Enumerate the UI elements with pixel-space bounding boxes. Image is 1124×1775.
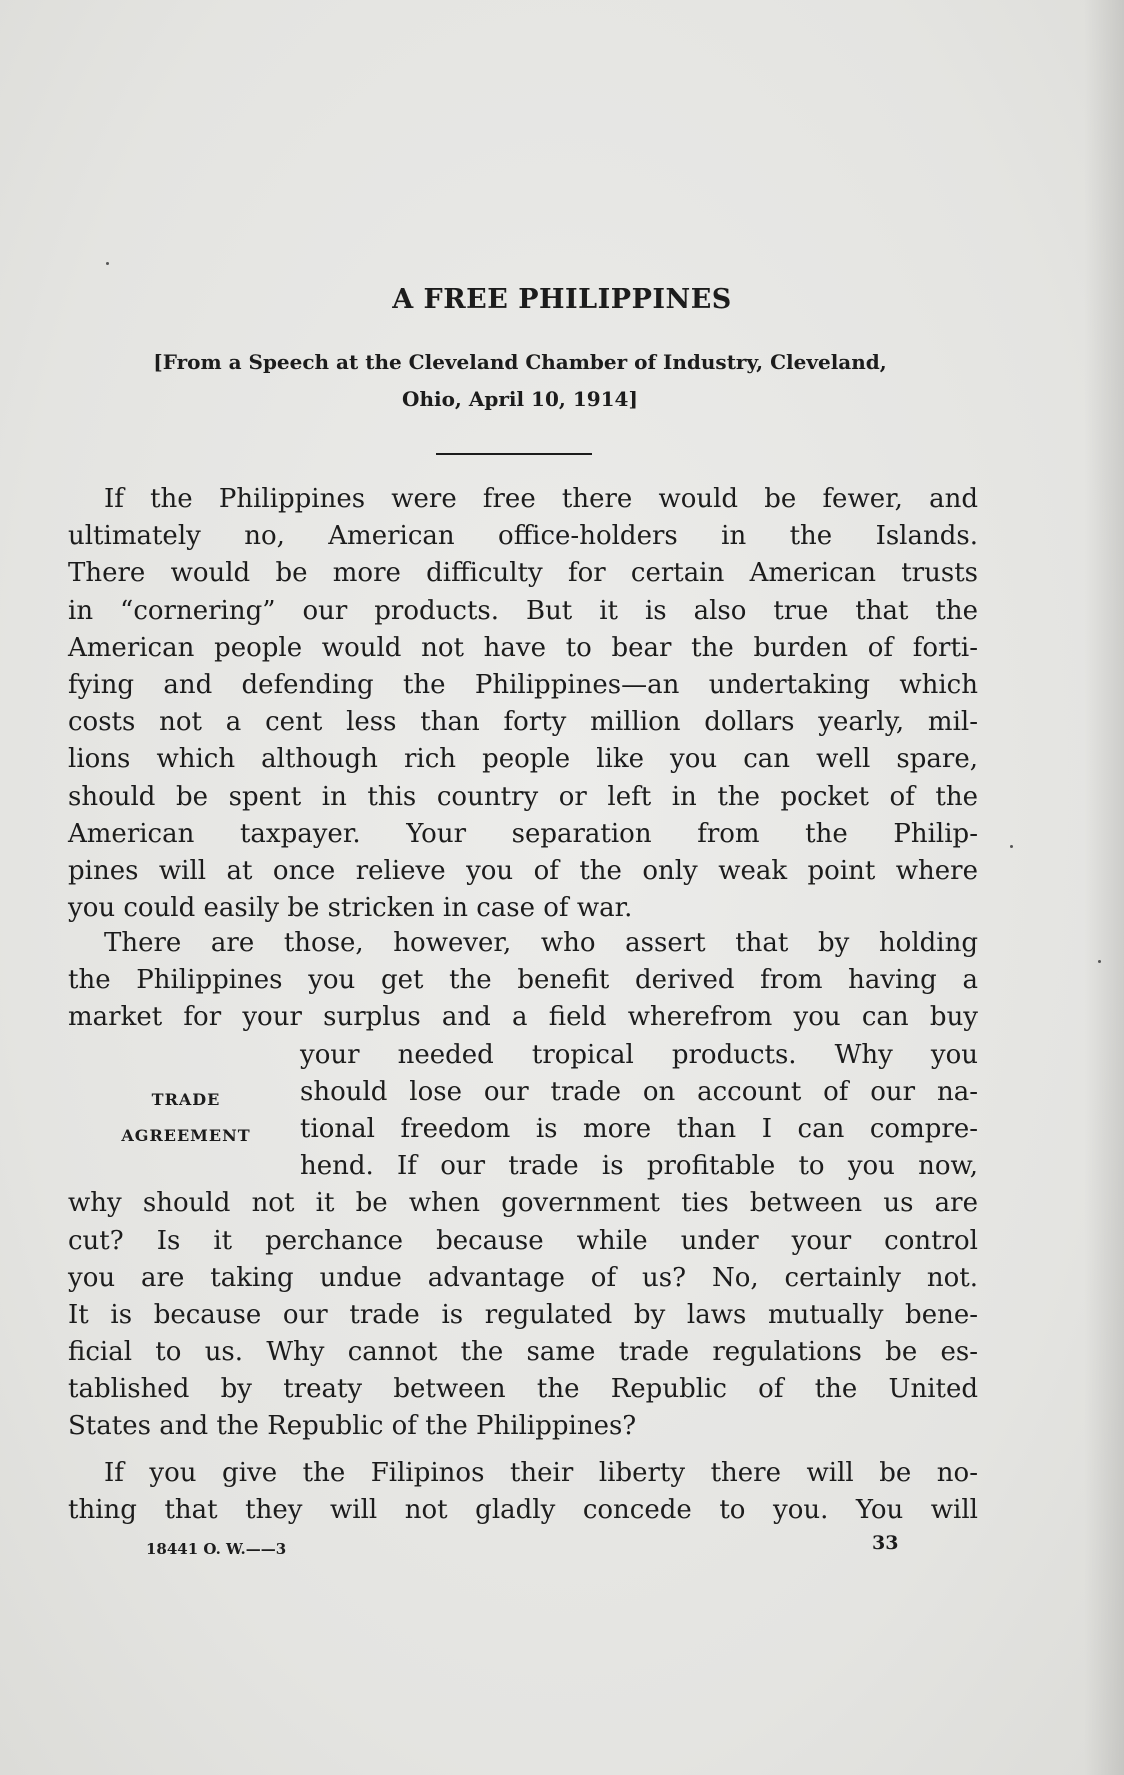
subtitle (60, 344, 980, 418)
text-line: ultimately no, American office-holders in the Islands. (68, 521, 978, 552)
text-line: market for your surplus and a field wherefrom you can buy (68, 1002, 978, 1033)
title-divider (436, 453, 592, 455)
text-line: American taxpayer. Your separation from the Philip- (68, 818, 978, 849)
margin-note (100, 1082, 272, 1154)
text-line: American people would not have to bear the burden of forti- (68, 632, 978, 663)
text-line: why should not it be when government ties between us are (68, 1188, 978, 1219)
text-line: fying and defending the Philippines—an undertaking which (68, 669, 978, 700)
text-line: you are taking undue advantage of us? No, certainly not. (68, 1262, 978, 1293)
margin-note-line-2: AGREEMENT (121, 1126, 251, 1145)
text-line: lions which although rich people like you can well spare, (68, 744, 978, 775)
text-line: in “cornering” our products. But it is also true that the (68, 595, 978, 626)
text-line: tablished by treaty between the Republic of the United (68, 1374, 978, 1405)
text-line: ficial to us. Why cannot the same trade regulations be es- (68, 1337, 978, 1368)
text-line: States and the Republic of the Philippines? (68, 1411, 637, 1442)
text-line: hend. If our trade is profitable to you now, (300, 1151, 978, 1182)
text-line: you could easily be stricken in case of war. (68, 893, 633, 924)
text-line: If the Philippines were free there would be fewer, and (104, 484, 978, 514)
subtitle-line-2: Ohio, April 10, 1914] (402, 387, 638, 411)
text-line: There would be more difficulty for certain American trusts (68, 558, 978, 589)
text-line: There are those, however, who assert that by holding (104, 928, 978, 958)
print-code: 18441 O. W.——3 (146, 1540, 287, 1558)
paragraph-3 (68, 1455, 978, 1529)
paragraph-2 (68, 925, 978, 1446)
subtitle-line-1: [From a Speech at the Cleveland Chamber of Industry, Cleveland, (153, 350, 887, 374)
page-number: 33 (872, 1532, 899, 1554)
text-line: costs not a cent less than forty million dollars yearly, mil- (68, 707, 978, 738)
print-speck (1098, 960, 1101, 963)
margin-note-line-1: TRADE (151, 1090, 221, 1109)
print-speck (1010, 845, 1013, 848)
text-line: It is because our trade is regulated by laws mutually bene- (68, 1299, 978, 1330)
text-line: cut? Is it perchance because while under your control (68, 1225, 978, 1256)
print-speck (106, 262, 109, 265)
text-line: tional freedom is more than I can compre- (300, 1113, 978, 1144)
text-line: the Philippines you get the benefit derived from having a (68, 965, 978, 996)
paragraph-1 (68, 481, 978, 927)
text-line: pines will at once relieve you of the only weak point where (68, 855, 978, 886)
text-line: thing that they will not gladly concede to you. You will (68, 1495, 978, 1526)
page-title: A FREE PHILIPPINES (392, 284, 732, 315)
text-line: If you give the Filipinos their liberty there will be no- (104, 1458, 978, 1488)
page-edge-shadow (1084, 0, 1124, 1775)
text-line: should be spent in this country or left in the pocket of the (68, 781, 978, 812)
text-line: should lose our trade on account of our na- (300, 1076, 978, 1107)
text-line: your needed tropical products. Why you (300, 1039, 978, 1070)
